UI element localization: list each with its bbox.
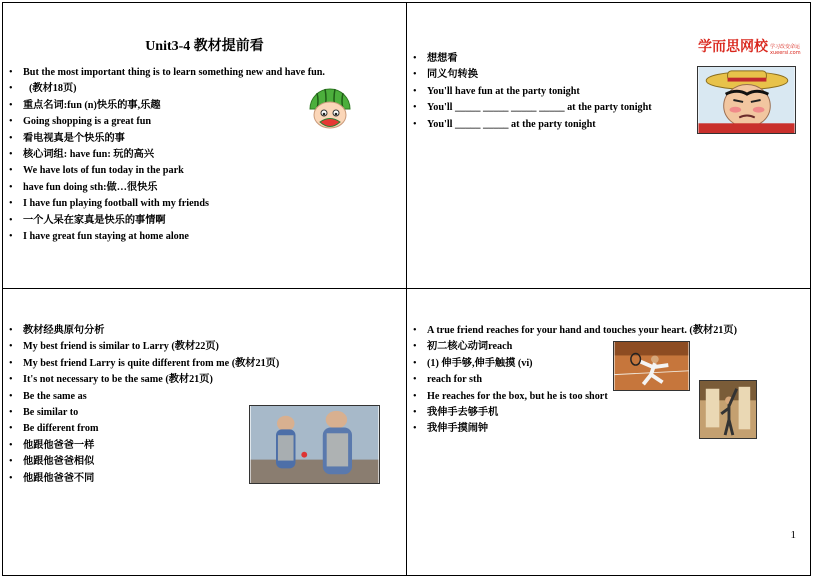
list-item: • reach for sth <box>413 372 737 388</box>
list-item: • 我伸手去够手机 <box>413 405 737 421</box>
list-item: • (教材18页) <box>9 81 325 97</box>
list-item: • He reaches for the box, but he is too short <box>413 389 737 405</box>
slide-1-bullets <box>9 65 325 245</box>
list-item: • 想想看 <box>413 51 652 67</box>
slide-3 <box>2 288 407 576</box>
page-number: 1 <box>790 529 796 541</box>
list-item: • You'll have fun at the party tonight <box>413 84 652 100</box>
list-item: • 同义句转换 <box>413 67 652 83</box>
list-item: • I have great fun staying at home alone <box>9 229 325 245</box>
slide-3-bullets <box>9 323 279 487</box>
list-item: • 教材经典原句分析 <box>9 323 279 339</box>
list-item: • Be similar to <box>9 405 279 421</box>
list-item: • Be different from <box>9 421 279 437</box>
slide-2-bullets <box>413 51 652 133</box>
slide-4-bullets <box>413 323 737 438</box>
list-item: • My best friend Larry is quite different from me (教材21页) <box>9 356 279 372</box>
brand-name: 学而思网校 <box>698 39 768 55</box>
list-item: • have fun doing sth:做…很快乐 <box>9 180 325 196</box>
list-item: • Be the same as <box>9 389 279 405</box>
list-item: • My best friend is similar to Larry (教材22页) <box>9 339 279 355</box>
list-item: • You'll _____ _____ at the party tonight <box>413 117 652 133</box>
list-item: • A true friend reaches for your hand and touches your heart. (教材21页) <box>413 323 737 339</box>
list-item: • 看电视真是个快乐的事 <box>9 131 325 147</box>
brand-subtitle: 学习改变命运 xueersi.com <box>770 44 801 56</box>
list-item: • Going shopping is a great fun <box>9 114 325 130</box>
anime-character-image <box>697 66 796 134</box>
list-item: • I have fun playing football with my friends <box>9 196 325 212</box>
brand-logo <box>698 36 800 56</box>
list-item: • 我伸手摸闹钟 <box>413 421 737 437</box>
slide-4 <box>406 288 811 576</box>
list-item: • 核心词组: have fun: 玩的高兴 <box>9 147 325 163</box>
list-item: • 他跟他爸爸不同 <box>9 471 279 487</box>
list-item: • You'll _____ _____ _____ _____ at the party tonight <box>413 100 652 116</box>
slide-1 <box>2 2 407 289</box>
list-item: • 初二核心动词reach <box>413 339 737 355</box>
list-item: • 他跟他爸爸相似 <box>9 454 279 470</box>
list-item: • 他跟他爸爸一样 <box>9 438 279 454</box>
list-item: • It's not necessary to be the same (教材21页) <box>9 372 279 388</box>
list-item: • 一个人呆在家真是快乐的事情啊 <box>9 213 325 229</box>
slide-1-title: Unit3-4 教材提前看 <box>145 39 264 54</box>
list-item: • 重点名词:fun (n)快乐的事,乐趣 <box>9 98 325 114</box>
list-item: • But the most important thing is to learn something new and have fun. <box>9 65 325 81</box>
list-item: • (1) 伸手够,伸手触摸 (vi) <box>413 356 737 372</box>
slide-2 <box>406 2 811 289</box>
list-item: • We have lots of fun today in the park <box>9 163 325 179</box>
